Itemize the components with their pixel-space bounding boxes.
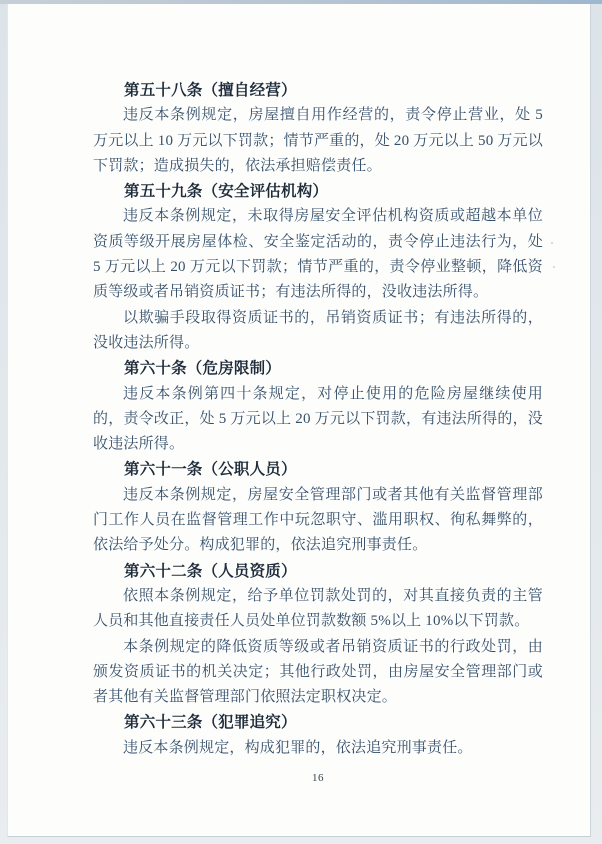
page-body <box>93 78 543 761</box>
scan-speck <box>553 266 555 268</box>
article-59-paragraph-1: 违反本条例规定，未取得房屋安全评估机构资质或超越本单位资质等级开展房屋体检、安全鉴定活动的，责令停止违法行为，处 5 万元以上 20 万元以下罚款；情节严重的，责令停业整顿，降低资质等级或者吊销资质证书；有违法所得的，没收违法所得。 <box>93 208 543 301</box>
article-60-paragraph: 违反本条例第四十条规定，对停止使用的危险房屋继续使用的，责令改正，处 5 万元以上 20 万元以下罚款，有违法所得的，没收违法所得。 <box>93 385 543 453</box>
scan-top-edge <box>0 0 602 4</box>
document-page <box>7 4 591 837</box>
article-58-paragraph: 违反本条例规定，房屋擅自用作经营的，责令停止营业，处 5 万元以上 10 万元以下罚款；情节严重的，处 20 万元以上 50 万元以下罚款；造成损失的，依法承担赔偿责任。 <box>93 107 543 174</box>
article-61-paragraph: 违反本条例规定，房屋安全管理部门或者其他有关监督管理部门工作人员在监督管理工作中玩忽职守、滥用职权、徇私舞弊的，依法给予处分。构成犯罪的，依法追究刑事责任。 <box>93 486 543 554</box>
article-62-paragraph-2: 本条例规定的降低资质等级或者吊销资质证书的行政处罚，由颁发资质证书的机关决定；其他行政处罚，由房屋安全管理部门或者其他有关监督管理部门依照法定职权决定。 <box>93 638 543 706</box>
article-59-heading: 第五十九条（安全评估机构） <box>124 183 329 201</box>
article-61-heading: 第六十一条（公职人员） <box>124 461 297 479</box>
article-58-heading: 第五十八条（擅自经营） <box>124 82 297 99</box>
article-62-paragraph-1: 依照本条例规定，给予单位罚款处罚的，对其直接负责的主管人员和其他直接责任人员处单位罚款数额 5%以上 10%以下罚款。 <box>93 587 543 630</box>
article-63-heading: 第六十三条（犯罪追究） <box>124 714 297 732</box>
article-63-paragraph: 违反本条例规定，构成犯罪的，依法追究刑事责任。 <box>123 739 473 756</box>
article-59-paragraph-2: 以欺骗手段取得资质证书的，吊销资质证书；有违法所得的，没收违法所得。 <box>93 309 543 351</box>
scan-speck <box>551 242 553 244</box>
article-60-heading: 第六十条（危房限制） <box>124 360 282 378</box>
article-62-heading: 第六十二条（人员资质） <box>124 562 297 580</box>
page-number: 16 <box>312 772 324 784</box>
